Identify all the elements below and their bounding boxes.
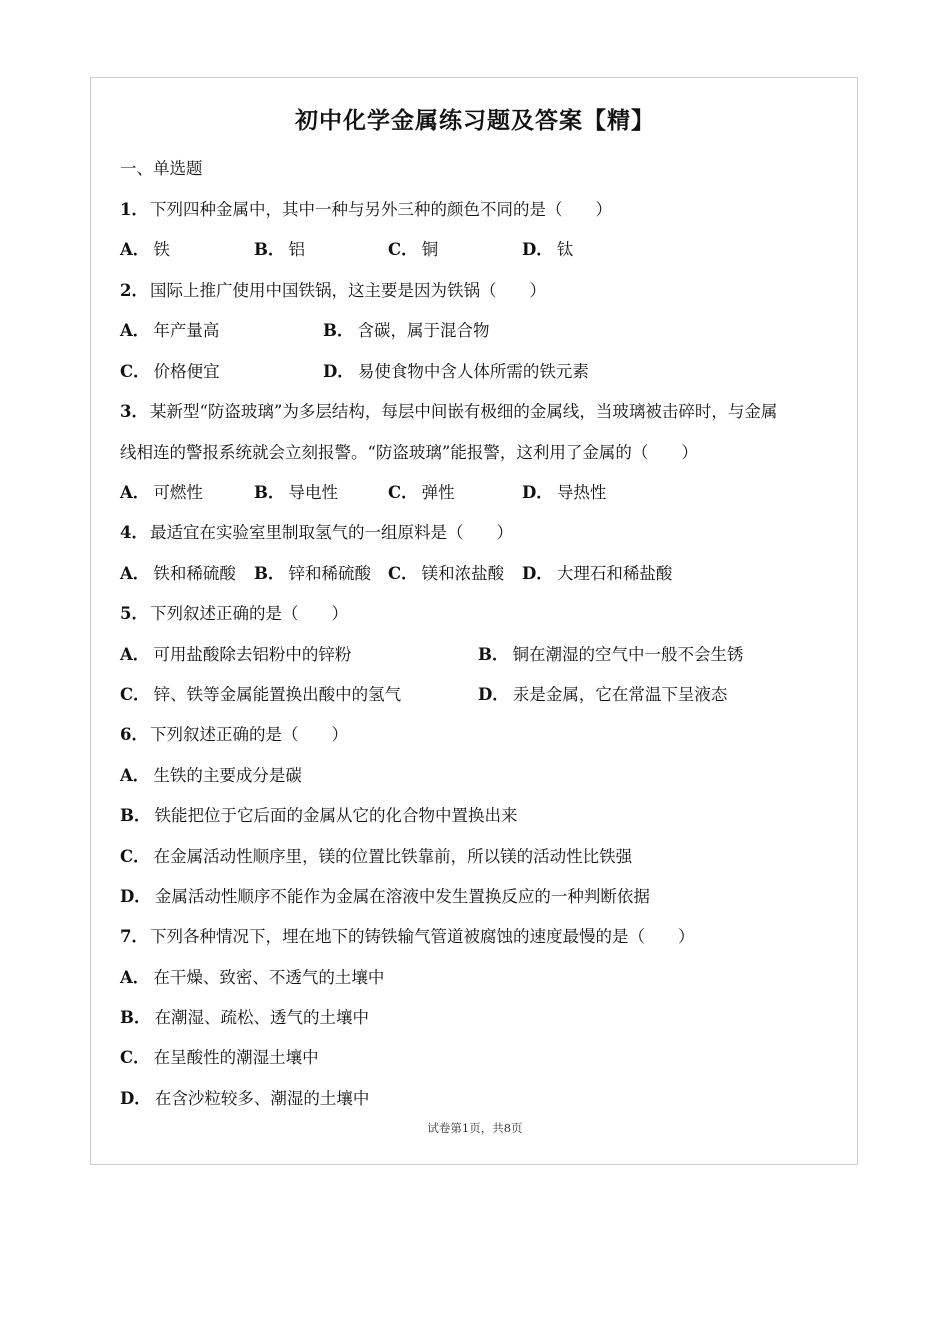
option-a: A． 年产量高 bbox=[120, 321, 220, 340]
question-number: 5． bbox=[120, 604, 148, 623]
option-d: D． 汞是金属，它在常温下呈液态 bbox=[478, 685, 728, 704]
question-number: 3． bbox=[120, 402, 148, 421]
question-4 bbox=[120, 522, 513, 544]
question-text: 下列叙述正确的是（ ） bbox=[149, 604, 348, 623]
question-number: 6． bbox=[120, 725, 148, 744]
option-b: B． 在潮湿、疏松、透气的土壤中 bbox=[120, 1008, 369, 1027]
option-c: C． 铜 bbox=[388, 240, 439, 259]
option-d: D． 在含沙粒较多、潮湿的土壤中 bbox=[120, 1089, 370, 1108]
question-3-continuation: 线相连的警报系统就会立刻报警。“防盗玻璃”能报警，这利用了金属的（ ） bbox=[120, 443, 698, 462]
option-a: A． 铁 bbox=[120, 240, 170, 259]
option-c: C． 在金属活动性顺序里，镁的位置比铁靠前，所以镁的活动性比铁强 bbox=[120, 847, 633, 866]
question-3-options bbox=[120, 482, 820, 504]
question-1-options bbox=[120, 239, 820, 261]
option-c: C． 价格便宜 bbox=[120, 362, 220, 381]
question-7 bbox=[120, 926, 694, 948]
option-a: A． 可燃性 bbox=[120, 483, 203, 502]
question-3 bbox=[120, 401, 777, 423]
option-b: B． 铝 bbox=[254, 240, 305, 259]
option-c: C． 镁和浓盐酸 bbox=[388, 564, 505, 583]
question-6 bbox=[120, 724, 348, 746]
option-a: A． 可用盐酸除去铝粉中的锌粉 bbox=[120, 645, 352, 664]
page-footer: 试卷第1页，共8页 bbox=[427, 1121, 523, 1135]
question-text-line1: 某新型“防盗玻璃”为多层结构，每层中间嵌有极细的金属线，当玻璃被击碎时，与金属 bbox=[149, 402, 778, 421]
option-d: D． 金属活动性顺序不能作为金属在溶液中发生置换反应的一种判断依据 bbox=[120, 887, 650, 906]
document-title: 初中化学金属练习题及答案【精】 bbox=[295, 108, 655, 134]
question-4-options bbox=[120, 563, 820, 585]
question-text: 国际上推广使用中国铁锅，这主要是因为铁锅（ ） bbox=[149, 281, 546, 300]
option-c: C． 锌、铁等金属能置换出酸中的氢气 bbox=[120, 685, 402, 704]
question-1 bbox=[120, 199, 612, 221]
option-a: A． 生铁的主要成分是碳 bbox=[120, 766, 302, 785]
question-text: 下列各种情况下，埋在地下的铸铁输气管道被腐蚀的速度最慢的是（ ） bbox=[149, 927, 695, 946]
question-5-options-row2 bbox=[120, 684, 820, 706]
question-2-options-row1 bbox=[120, 320, 820, 342]
question-text: 下列四种金属中，其中一种与另外三种的颜色不同的是（ ） bbox=[149, 200, 612, 219]
option-b: B． 铁能把位于它后面的金属从它的化合物中置换出来 bbox=[120, 806, 518, 825]
option-b: B． 锌和稀硫酸 bbox=[254, 564, 371, 583]
option-c: C． 弹性 bbox=[388, 483, 455, 502]
question-text: 最适宜在实验室里制取氢气的一组原料是（ ） bbox=[149, 523, 513, 542]
option-b: B． 导电性 bbox=[254, 483, 338, 502]
option-d: D． 钛 bbox=[522, 240, 574, 259]
question-number: 2． bbox=[120, 281, 148, 300]
option-a: A． 在干燥、致密、不透气的土壤中 bbox=[120, 968, 385, 987]
option-b: B． 含碳，属于混合物 bbox=[323, 321, 490, 340]
question-number: 7． bbox=[120, 927, 148, 946]
option-d: D． 大理石和稀盐酸 bbox=[522, 564, 673, 583]
question-5-options-row1 bbox=[120, 644, 820, 666]
section-heading: 一、单选题 bbox=[120, 159, 203, 178]
option-d: D． 易使食物中含人体所需的铁元素 bbox=[323, 362, 589, 381]
question-number: 1． bbox=[120, 200, 148, 219]
question-5 bbox=[120, 603, 348, 625]
option-a: A． 铁和稀硫酸 bbox=[120, 564, 236, 583]
option-c: C． 在呈酸性的潮湿土壤中 bbox=[120, 1048, 319, 1067]
question-number: 4． bbox=[120, 523, 148, 542]
option-d: D． 导热性 bbox=[522, 483, 607, 502]
question-2-options-row2 bbox=[120, 361, 820, 383]
question-text: 下列叙述正确的是（ ） bbox=[149, 725, 348, 744]
option-b: B． 铜在潮湿的空气中一般不会生锈 bbox=[478, 645, 744, 664]
question-2 bbox=[120, 280, 546, 302]
